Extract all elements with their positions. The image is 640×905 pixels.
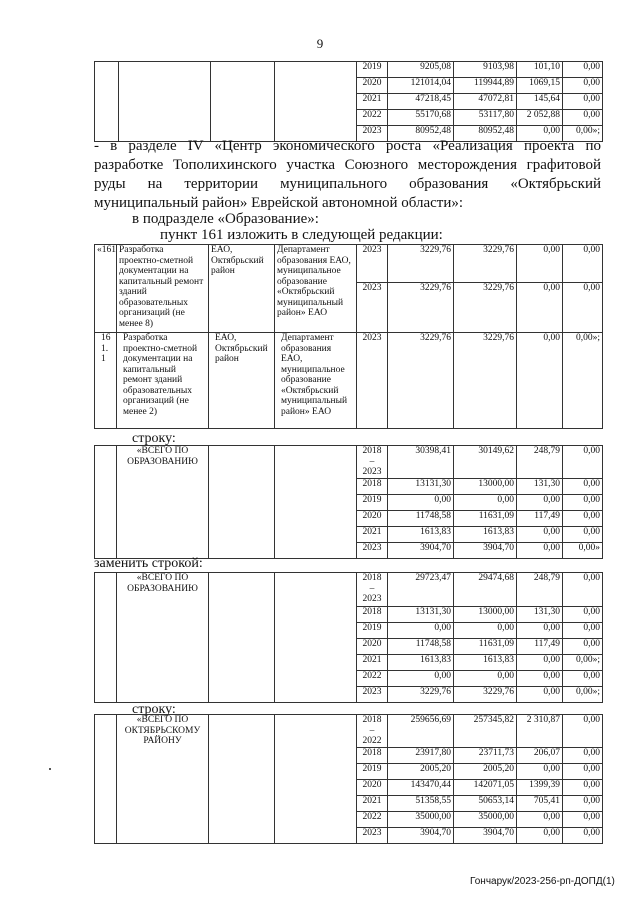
- value-cell: 0,00: [517, 827, 563, 843]
- label-stroku: строку:: [132, 431, 176, 446]
- value-cell: 705,41: [517, 795, 563, 811]
- empty-cell: [275, 573, 357, 703]
- year-cell: 2021: [357, 795, 388, 811]
- value-cell: 13000,00: [454, 607, 517, 623]
- value-cell: 0,00: [454, 671, 517, 687]
- value-cell: 0,00: [517, 126, 563, 142]
- value-cell: 119944,89: [454, 78, 517, 94]
- total-title: «ВСЕГО ПО ОБРАЗОВАНИЮ: [117, 573, 209, 703]
- year-cell: 2019: [357, 763, 388, 779]
- period-part: 2018: [362, 715, 382, 725]
- document-footer: Гончарук/2023-256-рп-ДОПД(1): [470, 876, 615, 887]
- table-item-161: [94, 244, 603, 429]
- value-cell: 11631,09: [454, 639, 517, 655]
- value-cell: 131,30: [517, 478, 563, 494]
- year-cell: 2023: [357, 283, 388, 333]
- period-part: –: [369, 456, 375, 467]
- value-cell: 13131,30: [388, 478, 454, 494]
- value-cell: 0,00: [563, 795, 603, 811]
- row-region: ЕАО, Октябрьский район: [209, 245, 275, 333]
- value-cell: 9103,98: [454, 62, 517, 78]
- year-cell: 2022: [357, 671, 388, 687]
- value-cell: 0,00: [563, 245, 603, 283]
- year-cell: 2023: [357, 542, 388, 558]
- year-cell: 2018: [357, 478, 388, 494]
- value-cell: 206,07: [517, 747, 563, 763]
- value-cell: 0,00: [563, 827, 603, 843]
- value-cell: 23917,80: [388, 747, 454, 763]
- year-cell: 2020: [357, 779, 388, 795]
- value-cell: 3229,76: [454, 687, 517, 703]
- year-cell: 2020: [357, 510, 388, 526]
- total-value-cell: 0,00: [563, 573, 603, 607]
- table-row: [95, 715, 603, 748]
- value-cell: 0,00: [563, 639, 603, 655]
- empty-cell: [209, 446, 275, 559]
- total-value-cell: 2 310,87: [517, 715, 563, 748]
- value-cell: 50653,14: [454, 795, 517, 811]
- value-cell: 53117,80: [454, 110, 517, 126]
- value-cell: 55170,68: [388, 110, 454, 126]
- period-part: 2023: [362, 467, 382, 477]
- value-cell: 0,00»;: [563, 333, 603, 429]
- value-cell: 1069,15: [517, 78, 563, 94]
- value-cell: 0,00: [563, 763, 603, 779]
- period-part: 2022: [362, 736, 382, 746]
- value-cell: 0,00: [563, 607, 603, 623]
- value-cell: 0,00: [454, 623, 517, 639]
- period-part: 2018: [362, 446, 382, 456]
- value-cell: 3229,76: [388, 687, 454, 703]
- row-number: 16 1. 1: [95, 333, 117, 429]
- value-cell: 0,00: [563, 526, 603, 542]
- value-cell: 1613,83: [454, 655, 517, 671]
- value-cell: 3229,76: [388, 333, 454, 429]
- empty-cell: [95, 715, 117, 844]
- value-cell: 35000,00: [388, 811, 454, 827]
- value-cell: 0,00: [388, 494, 454, 510]
- value-cell: 80952,48: [454, 126, 517, 142]
- empty-cell: [275, 62, 357, 142]
- value-cell: 0,00: [517, 763, 563, 779]
- empty-cell: [95, 573, 117, 703]
- year-cell: 2023: [357, 687, 388, 703]
- value-cell: 0,00: [563, 110, 603, 126]
- total-value-cell: 30149,62: [454, 446, 517, 479]
- value-cell: 47218,45: [388, 94, 454, 110]
- value-cell: 3229,76: [454, 245, 517, 283]
- value-cell: 3904,70: [454, 542, 517, 558]
- year-cell: 2023: [357, 333, 388, 429]
- total-value-cell: 29723,47: [388, 573, 454, 607]
- paragraph-section-iv: - в разделе IV «Центр экономического роста «Реализация проекта по разработке Тополихинского участка Союзного месторождения графитовой руды на территории муниципального образования «Октябрьский муниципальный район» Еврейской автономной области»:: [94, 138, 601, 211]
- value-cell: 3229,76: [388, 283, 454, 333]
- total-value-cell: 29474,68: [454, 573, 517, 607]
- year-cell: 2021: [357, 94, 388, 110]
- value-cell: 0,00: [563, 494, 603, 510]
- value-cell: 145,64: [517, 94, 563, 110]
- total-value-cell: 257345,82: [454, 715, 517, 748]
- value-cell: 11748,58: [388, 510, 454, 526]
- value-cell: 0,00: [563, 78, 603, 94]
- value-cell: 0,00: [388, 671, 454, 687]
- total-value-cell: 248,79: [517, 446, 563, 479]
- year-cell: 2019: [357, 62, 388, 78]
- row-name: Разработка проектно-сметной документации на капитальный ремонт зданий образовательных организаций (не менее 8): [117, 245, 209, 333]
- period-cell: [357, 446, 388, 479]
- year-cell: 2020: [357, 78, 388, 94]
- empty-cell: [211, 62, 275, 142]
- value-cell: 0,00: [388, 623, 454, 639]
- value-cell: 0,00»;: [563, 126, 603, 142]
- total-title: «ВСЕГО ПО ОКТЯБРЬСКОМУ РАЙОНУ: [117, 715, 209, 844]
- empty-cell: [209, 715, 275, 844]
- total-value-cell: 248,79: [517, 573, 563, 607]
- value-cell: 0,00: [517, 333, 563, 429]
- table-row: [95, 62, 603, 78]
- table-continuation: [94, 61, 603, 142]
- value-cell: 0,00: [563, 747, 603, 763]
- value-cell: 0,00: [517, 542, 563, 558]
- value-cell: 143470,44: [388, 779, 454, 795]
- empty-cell: [119, 62, 211, 142]
- value-cell: 13131,30: [388, 607, 454, 623]
- value-cell: 1613,83: [388, 655, 454, 671]
- empty-cell: [275, 715, 357, 844]
- value-cell: 3904,70: [388, 542, 454, 558]
- value-cell: 0,00: [517, 671, 563, 687]
- value-cell: 0,00: [563, 62, 603, 78]
- table-district-total: [94, 714, 603, 844]
- empty-cell: [275, 446, 357, 559]
- value-cell: 117,49: [517, 510, 563, 526]
- value-cell: 0,00: [454, 494, 517, 510]
- year-cell: 2018: [357, 607, 388, 623]
- table-old-total: [94, 445, 603, 559]
- value-cell: 0,00: [517, 687, 563, 703]
- value-cell: 0,00: [563, 478, 603, 494]
- period-part: 2018: [362, 573, 382, 583]
- value-cell: 1613,83: [454, 526, 517, 542]
- total-value-cell: 0,00: [563, 715, 603, 748]
- label-zamenit: заменить строкой:: [94, 556, 203, 571]
- year-cell: 2022: [357, 811, 388, 827]
- scan-speck: [49, 768, 51, 770]
- year-cell: 2023: [357, 126, 388, 142]
- paragraph-subsection: в подразделе «Образование»:: [132, 211, 319, 227]
- value-cell: 11748,58: [388, 639, 454, 655]
- value-cell: 142071,05: [454, 779, 517, 795]
- table-new-total: [94, 572, 603, 703]
- year-cell: 2018: [357, 747, 388, 763]
- year-cell: 2023: [357, 827, 388, 843]
- total-value-cell: 0,00: [563, 446, 603, 479]
- value-cell: 101,10: [517, 62, 563, 78]
- value-cell: 0,00: [563, 779, 603, 795]
- value-cell: 9205,08: [388, 62, 454, 78]
- empty-cell: [209, 573, 275, 703]
- total-value-cell: 259656,69: [388, 715, 454, 748]
- year-cell: 2022: [357, 110, 388, 126]
- year-cell: 2021: [357, 655, 388, 671]
- value-cell: 0,00: [563, 510, 603, 526]
- value-cell: 3229,76: [388, 245, 454, 283]
- value-cell: 0,00: [517, 655, 563, 671]
- value-cell: 0,00: [563, 623, 603, 639]
- empty-cell: [95, 446, 117, 559]
- value-cell: 0,00: [517, 526, 563, 542]
- value-cell: 0,00»: [563, 542, 603, 558]
- row-department: Департамент образования ЕАО, муниципальное образование «Октябрьский муниципальный район» ЕАО: [275, 333, 357, 429]
- table-row: [95, 573, 603, 607]
- year-cell: 2023: [357, 245, 388, 283]
- value-cell: 0,00»;: [563, 655, 603, 671]
- year-cell: 2019: [357, 494, 388, 510]
- value-cell: 117,49: [517, 639, 563, 655]
- value-cell: 0,00: [563, 811, 603, 827]
- period-part: 2023: [362, 594, 382, 604]
- value-cell: 121014,04: [388, 78, 454, 94]
- value-cell: 13000,00: [454, 478, 517, 494]
- value-cell: 1613,83: [388, 526, 454, 542]
- value-cell: 0,00: [517, 811, 563, 827]
- label-stroku-2: строку:: [132, 702, 176, 717]
- value-cell: 51358,55: [388, 795, 454, 811]
- value-cell: 3229,76: [454, 333, 517, 429]
- year-cell: 2021: [357, 526, 388, 542]
- value-cell: 47072,81: [454, 94, 517, 110]
- empty-cell: [95, 62, 119, 142]
- value-cell: 0,00: [517, 245, 563, 283]
- value-cell: 2 052,88: [517, 110, 563, 126]
- year-cell: 2019: [357, 623, 388, 639]
- value-cell: 0,00: [563, 94, 603, 110]
- value-cell: 3229,76: [454, 283, 517, 333]
- value-cell: 131,30: [517, 607, 563, 623]
- value-cell: 0,00: [517, 283, 563, 333]
- paragraph-item-161: пункт 161 изложить в следующей редакции:: [160, 227, 443, 243]
- period-cell: [357, 573, 388, 607]
- row-region: ЕАО, Октябрьский район: [209, 333, 275, 429]
- value-cell: 3904,70: [454, 827, 517, 843]
- value-cell: 2005,20: [388, 763, 454, 779]
- value-cell: 3904,70: [388, 827, 454, 843]
- year-cell: 2020: [357, 639, 388, 655]
- value-cell: 0,00: [517, 494, 563, 510]
- value-cell: 0,00: [563, 671, 603, 687]
- value-cell: 80952,48: [388, 126, 454, 142]
- value-cell: 35000,00: [454, 811, 517, 827]
- value-cell: 0,00: [517, 623, 563, 639]
- value-cell: 0,00: [563, 283, 603, 333]
- value-cell: 2005,20: [454, 763, 517, 779]
- period-part: –: [369, 583, 375, 594]
- table-row: [95, 446, 603, 479]
- period-part: –: [369, 725, 375, 736]
- row-number: «161: [95, 245, 117, 333]
- page-number: 9: [316, 36, 324, 51]
- period-cell: [357, 715, 388, 748]
- row-department: Департамент образования ЕАО, муниципальное образование «Октябрьский муниципальный район» ЕАО: [275, 245, 357, 333]
- total-value-cell: 30398,41: [388, 446, 454, 479]
- row-name: Разработка проектно-сметной документации на капитальный ремонт зданий образовательных организаций (не менее 2): [117, 333, 209, 429]
- value-cell: 11631,09: [454, 510, 517, 526]
- total-title: «ВСЕГО ПО ОБРАЗОВАНИЮ: [117, 446, 209, 559]
- value-cell: 0,00»;: [563, 687, 603, 703]
- value-cell: 1399,39: [517, 779, 563, 795]
- value-cell: 23711,73: [454, 747, 517, 763]
